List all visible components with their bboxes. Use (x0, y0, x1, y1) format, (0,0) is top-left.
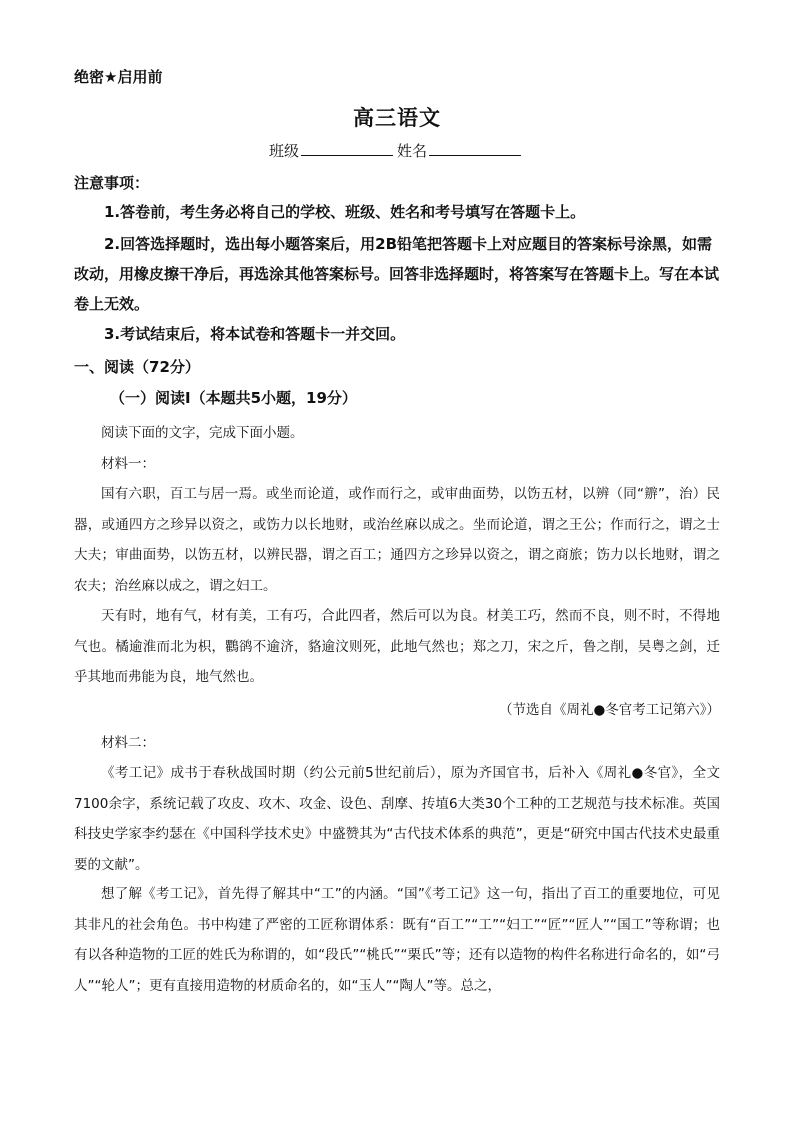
material-1-paragraph-2: 天有时，地有气，材有美，工有巧，合此四者，然后可以为良。材美工巧，然而不良，则不时，不得地气也。橘逾淮而北为枳，鸜鹆不逾济，貉逾汶则死，此地气然也；郑之刀，宋之斤，鲁之削，吴粤之剑，迁乎其地而弗能为良，地气然也。 (74, 608, 720, 685)
notice-item-2: 2.回答选择题时，选出每小题答案后，用2B铅笔把答题卡上对应题目的答案标号涂黑，如需改动，用橡皮擦干净后，再选涂其他答案标号。回答非选择题时，将答案写在答题卡上。写在本试卷上无效。 (74, 235, 720, 313)
name-blank[interactable] (429, 141, 521, 156)
notice-heading: 注意事项： (74, 174, 150, 192)
reading-instruction: 阅读下面的文字，完成下面小题。 (101, 425, 304, 441)
material-1-paragraph-1: 国有六职，百工与居一焉。或坐而论道，或作而行之，或审曲面势，以饬五材，以辨（同“辧”，治）民器，或通四方之珍异以资之，或饬力以长地财，或治丝麻以成之。坐而论道，谓之王公；作而行之，谓之士大夫；审曲面势，以饬五材，以辨民器，谓之百工；通四方之珍异以资之，谓之商旅；饬力以长地财，谓之农夫；治丝麻以成之，谓之妇工。 (74, 486, 720, 594)
notice-item-1: 1.答卷前，考生务必将自己的学校、班级、姓名和考号填写在答题卡上。 (104, 203, 586, 221)
secret-label: 绝密★启用前 (74, 68, 163, 86)
material-2-paragraph-2: 想了解《考工记》，首先得了解其中“工”的内涵。“国”《考工记》这一句，指出了百工的重要地位，可见其非凡的社会角色。书中构建了严密的工匠称谓体系：既有“百工”“工”“妇工”“匠”“匠人”“国工”等称谓；也有以各种造物的工匠的姓氏为称谓的，如“段氏”“桃氏”“栗氏”等；还有以造物的构件名称进行命名的，如“弓人”“轮人”；更有直接用造物的材质命名的，如“玉人”“陶人”等。总之， (74, 886, 720, 994)
subsection-heading: （一）阅读Ⅰ（本题共5小题，19分） (110, 389, 357, 407)
class-name-line (0, 140, 794, 161)
notice-item-3: 3.考试结束后，将本试卷和答题卡一并交回。 (104, 325, 406, 343)
name-label: 姓名 (397, 142, 428, 160)
page-title: 高三语文 (353, 106, 441, 130)
class-blank[interactable] (301, 141, 393, 156)
material-2-paragraph-1: 《考工记》成书于春秋战国时期（约公元前5世纪前后），原为齐国官书，后补入《周礼●冬官》，全文7100余字，系统记载了攻皮、攻木、攻金、设色、刮摩、抟埴6大类30个工种的工艺规范与技术标准。英国科技史学家李约瑟在《中国科学技术史》中盛赞其为“古代技术体系的典范”，更是“研究中国古代技术史最重要的文献”。 (74, 765, 720, 873)
material-1-source: （节选自《周礼●冬官考工记第六》） (498, 702, 720, 718)
class-label: 班级 (268, 142, 299, 160)
section-heading: 一、阅读（72分） (74, 358, 200, 376)
material-1-label: 材料一： (101, 456, 155, 472)
material-2-label: 材料二： (101, 735, 155, 751)
